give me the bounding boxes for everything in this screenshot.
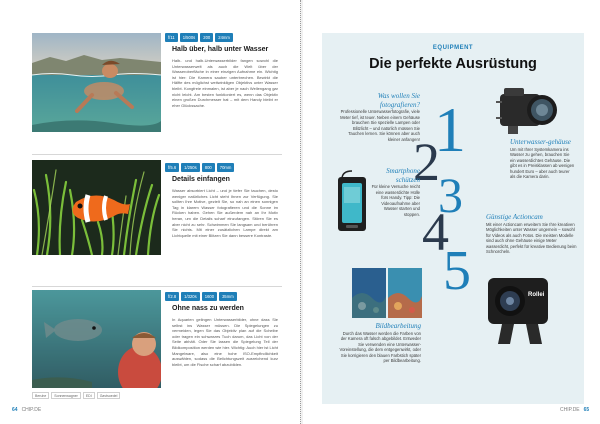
page-folio-left	[12, 407, 41, 413]
split-level-swimmer-photo	[32, 33, 161, 132]
credit-label: Beruhe	[32, 392, 49, 399]
shutter-value: 1/250s	[181, 163, 200, 172]
divider	[32, 286, 282, 287]
exif-bar-3	[165, 292, 237, 301]
shutter-value: 1/500s	[180, 33, 199, 42]
aperture-value: f/2.8	[165, 292, 179, 301]
section-heading: Günstige Actioncam	[486, 213, 543, 221]
exif-bar-1	[165, 33, 233, 42]
equipment-section-2	[510, 138, 576, 180]
section-heading: Bildbearbeitung	[375, 322, 421, 330]
divider	[32, 154, 282, 155]
credit-label: EDI	[83, 392, 95, 399]
equipment-section-3	[370, 167, 420, 217]
numeral-4: 4	[422, 202, 449, 262]
section-body: Um mit Ihrer Systemkamera ins Wasser zu gehen, brauchen Sie ein wasserdichtes Gehäuse. Die gibt es in Preisklassen ab wenigen hundert Euro – aber auch teurer als die Kamera darin.	[510, 146, 575, 179]
tip-body-1: Halb- und halb-Unterwasserbilder fangen sowohl die Unterwasserwelt als auch die Welt über der Wasseroberfläche in einer einzigen Aufnahme ein. Wichtig ist hier: Die Kamera sauber unterbrechen. Bewirkt die Hälfte des möglichst weitwinkligen Objektivs unter Wasser bleibt. Kongfreie einmalen, ist aber je nach Wellengang gar nicht leicht. Am besten funktioniert es, wenn das Objektiv einen großen Durchmesser hat – mit dem Handy bleibt er eher Glückssache.	[172, 58, 278, 108]
photo-credits	[32, 392, 120, 399]
magazine-label: CHIP.DE	[560, 407, 580, 413]
underwater-before-photo	[352, 268, 386, 318]
section-heading: Unterwasser-gehäuse	[510, 138, 571, 146]
section-kicker: EQUIPMENT	[432, 45, 474, 51]
tip-title-3: Ohne nass zu werden	[172, 305, 244, 312]
tip-title-1: Halb über, halb unter Wasser	[172, 46, 269, 53]
page-number: 65	[583, 407, 590, 413]
focal-length-value: 70mm	[217, 163, 235, 172]
equipment-section-4	[486, 213, 578, 255]
underwater-housing-image	[494, 82, 564, 138]
section-heading: Was wollen Sie fotografieren?	[377, 92, 420, 109]
focal-length-value: 24mm	[215, 33, 233, 42]
clownfish-anemone-photo	[32, 160, 161, 255]
tip-body-2: Wasser absorbiert Licht – und je tiefer Sie tauchen, desto weniger natürliches Licht steht Ihnen zur Verfügung. Sie sollten Ihre Motive, gezielt Sie, so nah an einen sonnigen Tag in klarem Wasser fotografieren und die Sonne im Rücken haben. Gehen Sie außerdem nah an Ihr Motiv heran, um die Details scharf einzufangen. Stören Sie es aber nicht zu sehr. Schwimmen Sie langsam und berühren Sie nichts. Mit einer zusätzlichen Lampe direkt am Lichtquelle mit einer Blitzen Sie dann bessere Kontraste.	[172, 188, 278, 238]
numeral-3: 3	[438, 167, 463, 223]
tip-body-3: In Aquarien gelingen Unterwasserbilder, ohne dass Sie selbst ins Wasser müssen. Die Spiegelungen zu vermeiden, legen Sie das Objektiv plan auf die Scheibe oder tragen ein schwarzes Tuch darum, das Licht von der Seite abhält. Oder Sie lassen die Spiegelung Teil der Bildkomposition werden wie hier. Wichtig: Auch hier ist Licht Mangelware, also eine hohe ISO-Empfindlichkeit auswählen, sodass die Belichtungszeit ausreichend kurz bleibt, um die Fische scharf abzubilden.	[172, 317, 278, 367]
section-body: Für kleine Versuche reicht eine wasserdichte Hülle fürs Handy. Tipp: Die Videoaufnahme aber Wasser starten und stoppen.	[371, 184, 420, 217]
focal-length-value: 35mm	[219, 292, 237, 301]
underwater-after-photo	[388, 268, 422, 318]
magazine-label: CHIP.DE	[21, 407, 42, 413]
credit-label: Gavtsoedel	[97, 392, 121, 399]
iso-value: 800	[202, 163, 215, 172]
aquarium-child-photo	[32, 290, 161, 388]
aperture-value: f/11	[165, 33, 178, 42]
section-heading: Smartphone schützen	[386, 167, 420, 184]
section-body: Mit einer Actioncam erweitern Sie Ihre kreativen Möglichkeiten unter Wasser ungemein – sowohl für Videos als auch Fotos. Die meisten Modelle sind auch ohne Gehäuse einige Meter wasserdicht, perfekt für kreative Bedienung beim Schnorcheln.	[486, 221, 577, 254]
section-body: Professionelle Unterwasserfotografie, viele Meter tief, ist teuer. Neben einem Gehäuse brauchen Sie spezielle Lampen oder Blitzlicht – und natürlich müssen Sie Tauchen lernen. Sie können aber auch kleiner anfangen!	[340, 109, 420, 142]
waterproof-phone-pouch-image	[334, 169, 370, 233]
page-headline: Die perfekte Ausrüstung	[369, 56, 537, 72]
exif-bar-2	[165, 163, 234, 172]
shutter-value: 1/320s	[181, 292, 200, 301]
credit-label: Sonnenwagner	[51, 392, 81, 399]
page-number: 64	[12, 407, 18, 413]
aperture-value: f/5.6	[165, 163, 179, 172]
actioncam-image	[480, 270, 560, 350]
equipment-section-5	[337, 322, 421, 364]
page-folio-right	[560, 407, 589, 413]
iso-value: 200	[200, 33, 213, 42]
tip-title-2: Details einfangen	[172, 176, 230, 183]
actioncam-brand-label: Rollei	[528, 292, 545, 298]
numeral-5: 5	[443, 240, 471, 302]
numeral-1: 1	[434, 94, 466, 165]
numeral-2: 2	[413, 132, 440, 192]
section-body: Durch das Wasser werden die Farben von der Kamera oft falsch abgebildet. Entweder Sie verwenden eine Unterwasser-Voreinstellung, die dem entgegenwirkt, oder Sie korrigieren den blauen Farbstich später per Bildbearbeitung.	[339, 330, 421, 363]
equipment-section-1	[340, 92, 420, 142]
iso-value: 1600	[202, 292, 217, 301]
